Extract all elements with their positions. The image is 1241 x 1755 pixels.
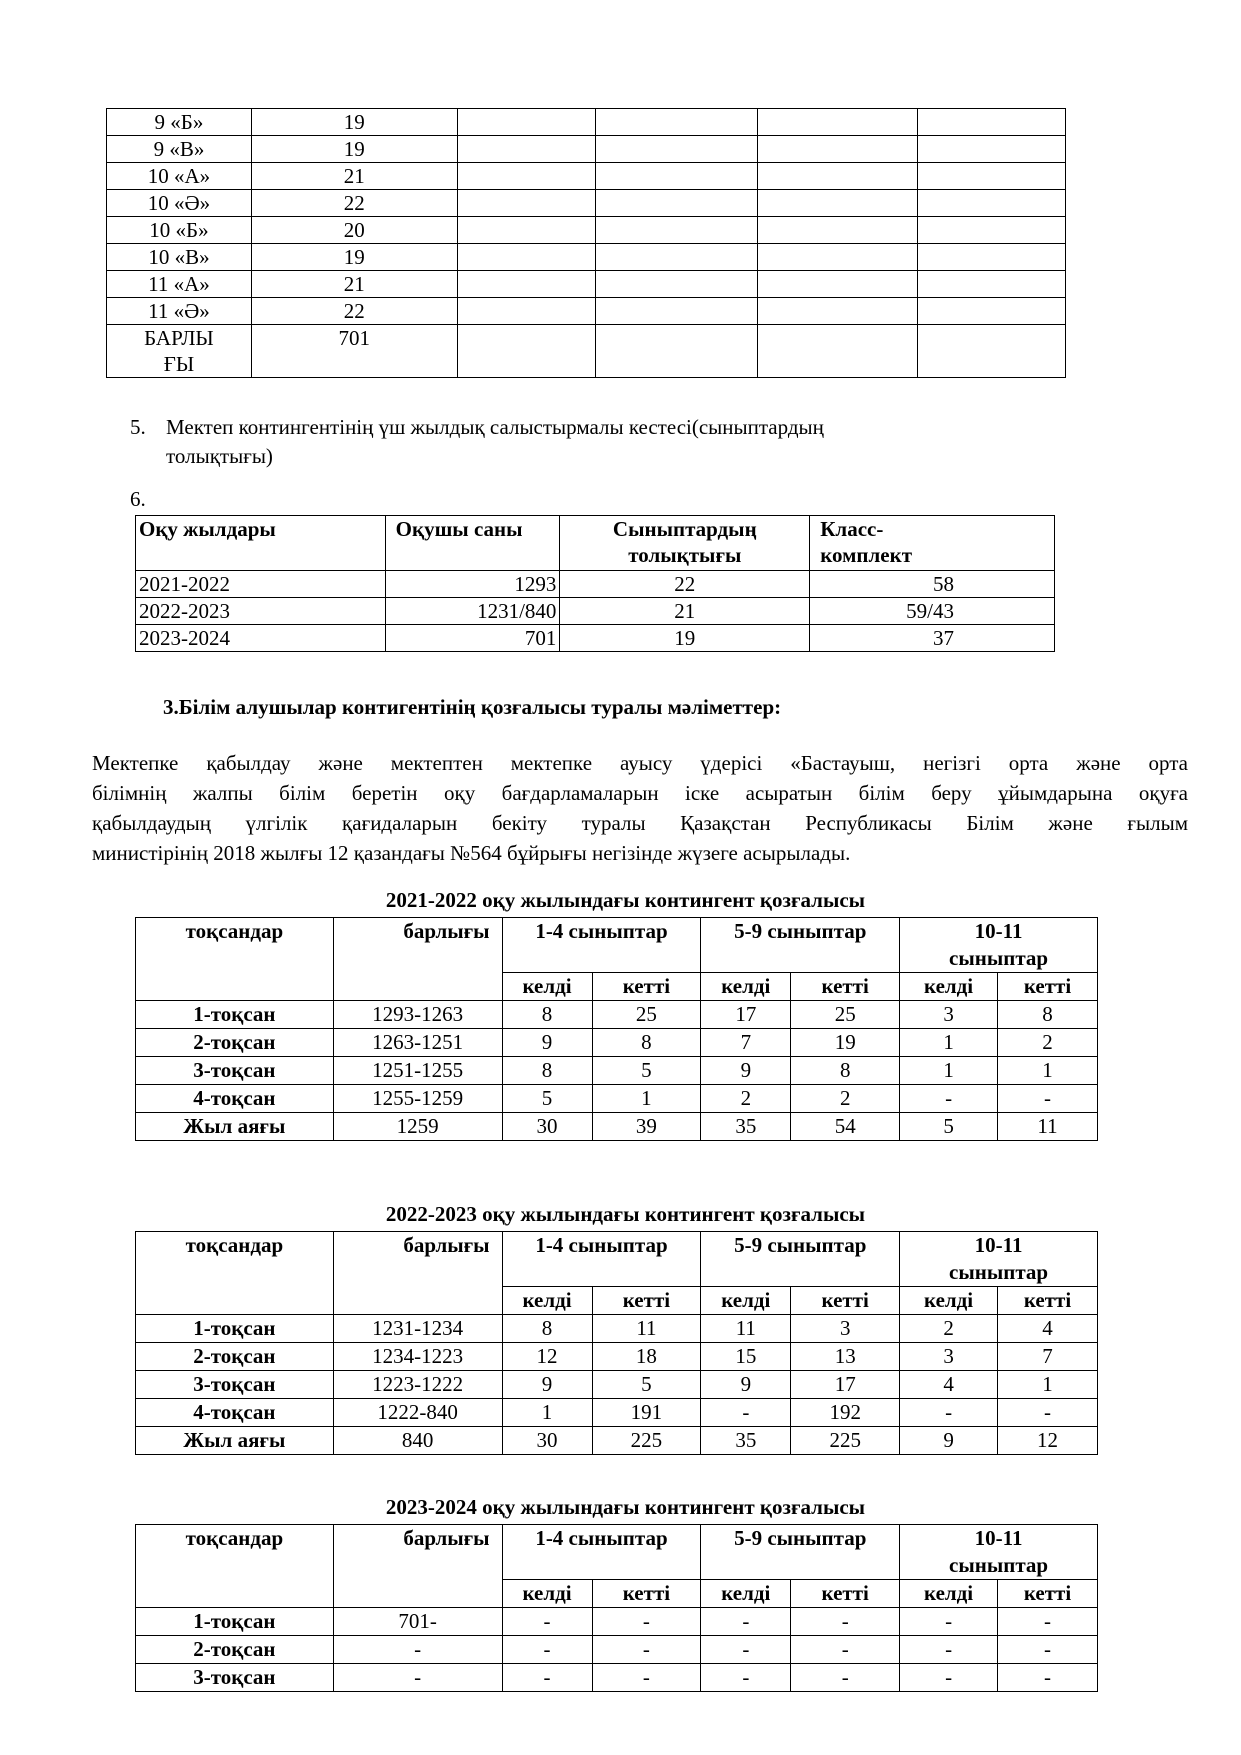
- quarter-label: 3-тоқсан: [136, 1057, 334, 1085]
- movement-row: [136, 1608, 1098, 1636]
- movement-row: [136, 1057, 1098, 1085]
- subheader-left: кетті: [791, 973, 900, 1001]
- movement-value: -: [701, 1664, 791, 1692]
- class-count: 19: [251, 109, 457, 136]
- item-6-number: 6.: [130, 487, 146, 511]
- class-row: [107, 244, 1066, 271]
- class-row: [107, 163, 1066, 190]
- comparison-table: [135, 515, 1055, 652]
- movement-value: -: [900, 1636, 998, 1664]
- movement-row: [136, 1664, 1098, 1692]
- paragraph-line: министірінің 2018 жылғы 12 қазандағы №564 бұйрығы негізінде жүзеге асырылады.: [92, 841, 851, 865]
- quarter-total: 840: [333, 1427, 502, 1455]
- movement-table-2023: [135, 1524, 1098, 1692]
- empty-cell: [595, 109, 758, 136]
- section-3-title: 3.Білім алушылар контигентінің қозғалысы туралы мәліметтер:: [163, 695, 782, 719]
- empty-cell: [595, 136, 758, 163]
- komplekt: 58: [810, 571, 1055, 598]
- movement-value: 17: [701, 1001, 791, 1029]
- movement-row: [136, 1001, 1098, 1029]
- empty-cell: [918, 244, 1066, 271]
- header-grades-10-11-b: сыныптар: [949, 1260, 1049, 1284]
- empty-cell: [918, 190, 1066, 217]
- movement-value: 19: [791, 1029, 900, 1057]
- class-name: 10 «Б»: [107, 217, 252, 244]
- header-grades-5-9: 5-9 сыныптар: [701, 1232, 900, 1287]
- class-row: [107, 298, 1066, 325]
- movement-value: 8: [592, 1029, 701, 1057]
- class-row: [107, 109, 1066, 136]
- year: 2023-2024: [136, 625, 386, 652]
- item-5-number: 5.: [130, 415, 146, 439]
- quarter-label: 1-тоқсан: [136, 1315, 334, 1343]
- empty-cell: [595, 298, 758, 325]
- movement-row: [136, 1029, 1098, 1057]
- movement-value: -: [701, 1608, 791, 1636]
- header-grades-5-9: 5-9 сыныптар: [701, 1525, 900, 1580]
- subheader-came: келді: [701, 973, 791, 1001]
- empty-cell: [758, 109, 918, 136]
- movement-value: 8: [502, 1057, 592, 1085]
- class-row: [107, 190, 1066, 217]
- quarter-total: 1234-1223: [333, 1343, 502, 1371]
- quarter-total: 1255-1259: [333, 1085, 502, 1113]
- quarter-label: 1-тоқсан: [136, 1001, 334, 1029]
- quarter-total: -: [333, 1636, 502, 1664]
- paragraph-line: білімнің жалпы білім беретін оқу бағдарламаларын іске асыратын білім беру ұйымдарына оқуға: [92, 781, 1188, 805]
- subheader-came: келді: [502, 1287, 592, 1315]
- movement-row: [136, 1371, 1098, 1399]
- empty-cell: [595, 163, 758, 190]
- empty-cell: [595, 271, 758, 298]
- empty-cell: [457, 190, 595, 217]
- class-count: 22: [251, 190, 457, 217]
- caption-2023: 2023-2024 оқу жылындағы контингент қозғалысы: [385, 1495, 866, 1519]
- movement-value: -: [701, 1636, 791, 1664]
- movement-value: 25: [791, 1001, 900, 1029]
- class-count: 19: [251, 136, 457, 163]
- empty-cell: [457, 163, 595, 190]
- empty-cell: [457, 136, 595, 163]
- movement-value: 2: [701, 1085, 791, 1113]
- header-quarters: тоқсандар: [136, 918, 334, 1001]
- movement-value: 191: [592, 1399, 701, 1427]
- movement-value: 5: [592, 1371, 701, 1399]
- class-count-table: [106, 108, 1066, 378]
- komplekt: 37: [810, 625, 1055, 652]
- paragraph-line: қабылдаудың үлгілік қағидаларын бекіту туралы Қазақстан Республикасы Білім және ғылым: [92, 811, 1188, 835]
- movement-table-2022: [135, 1231, 1098, 1455]
- movement-value: -: [502, 1664, 592, 1692]
- class-name: 10 «А»: [107, 163, 252, 190]
- quarter-label: 3-тоқсан: [136, 1664, 334, 1692]
- empty-cell: [758, 163, 918, 190]
- movement-value: 13: [791, 1343, 900, 1371]
- movement-value: -: [900, 1608, 998, 1636]
- movement-row: [136, 1343, 1098, 1371]
- movement-value: 3: [900, 1001, 998, 1029]
- movement-table-2021: [135, 917, 1098, 1141]
- movement-value: 12: [998, 1427, 1098, 1455]
- quarter-label: Жыл аяғы: [136, 1427, 334, 1455]
- movement-value: 8: [998, 1001, 1098, 1029]
- subheader-came: келді: [502, 1580, 592, 1608]
- students: 701: [385, 625, 560, 652]
- subheader-came: келді: [900, 1580, 998, 1608]
- header-row: [136, 1232, 1098, 1287]
- empty-cell: [918, 271, 1066, 298]
- subheader-came: келді: [502, 973, 592, 1001]
- movement-value: -: [592, 1608, 701, 1636]
- year: 2021-2022: [136, 571, 386, 598]
- movement-value: 35: [701, 1427, 791, 1455]
- quarter-label: Жыл аяғы: [136, 1113, 334, 1141]
- class-name: 11 «А»: [107, 271, 252, 298]
- movement-value: 8: [502, 1315, 592, 1343]
- quarter-total: 701-: [333, 1608, 502, 1636]
- class-total-row: [107, 325, 1066, 378]
- quarter-label: 3-тоқсан: [136, 1371, 334, 1399]
- item-5-line2: толықтығы): [166, 444, 273, 468]
- komplekt: 59/43: [810, 598, 1055, 625]
- movement-value: 18: [592, 1343, 701, 1371]
- header-quarters: тоқсандар: [136, 1232, 334, 1315]
- movement-value: 3: [791, 1315, 900, 1343]
- movement-value: -: [900, 1085, 998, 1113]
- movement-value: 4: [900, 1371, 998, 1399]
- subheader-came: келді: [900, 1287, 998, 1315]
- fullness: 19: [560, 625, 810, 652]
- empty-cell: [758, 298, 918, 325]
- header-total: барлығы: [333, 918, 502, 1001]
- comparison-row: [136, 625, 1055, 652]
- class-count: 21: [251, 163, 457, 190]
- quarter-total: 1293-1263: [333, 1001, 502, 1029]
- movement-row: [136, 1399, 1098, 1427]
- movement-value: 2: [998, 1029, 1098, 1057]
- students: 1231/840: [385, 598, 560, 625]
- class-name: 9 «В»: [107, 136, 252, 163]
- comparison-header-row: [136, 516, 1055, 571]
- movement-value: 1: [998, 1371, 1098, 1399]
- header-grades-10-11-a: 10-11: [974, 1526, 1023, 1550]
- movement-value: 1: [592, 1085, 701, 1113]
- comparison-row: [136, 598, 1055, 625]
- empty-cell: [918, 136, 1066, 163]
- header-row: [136, 1525, 1098, 1580]
- fullness: 22: [560, 571, 810, 598]
- subheader-came: келді: [701, 1287, 791, 1315]
- movement-row: [136, 1113, 1098, 1141]
- year: 2022-2023: [136, 598, 386, 625]
- header-grades-10-11: [900, 1232, 1098, 1287]
- movement-value: 35: [701, 1113, 791, 1141]
- header-grades-1-4: 1-4 сыныптар: [502, 1525, 701, 1580]
- col-header-komplekt: [810, 516, 1055, 571]
- movement-value: 225: [592, 1427, 701, 1455]
- subheader-left: кетті: [592, 1287, 701, 1315]
- fullness: 21: [560, 598, 810, 625]
- movement-value: 1: [502, 1399, 592, 1427]
- subheader-came: келді: [701, 1580, 791, 1608]
- movement-row: [136, 1315, 1098, 1343]
- header-grades-10-11: [900, 918, 1098, 973]
- movement-row: [136, 1636, 1098, 1664]
- empty-cell: [457, 217, 595, 244]
- quarter-label: 2-тоқсан: [136, 1636, 334, 1664]
- movement-value: 9: [502, 1029, 592, 1057]
- movement-value: -: [998, 1608, 1098, 1636]
- header-grades-10-11-a: 10-11: [974, 1233, 1023, 1257]
- quarter-total: 1259: [333, 1113, 502, 1141]
- item-5: [130, 413, 1030, 468]
- movement-value: 11: [592, 1315, 701, 1343]
- quarter-label: 4-тоқсан: [136, 1085, 334, 1113]
- movement-value: 7: [998, 1343, 1098, 1371]
- movement-value: 9: [900, 1427, 998, 1455]
- subheader-left: кетті: [592, 973, 701, 1001]
- movement-value: 11: [701, 1315, 791, 1343]
- movement-value: -: [502, 1608, 592, 1636]
- header-grades-10-11: [900, 1525, 1098, 1580]
- col-header-fullness-1: Сыныптардың: [612, 517, 757, 541]
- col-header-years: Оқу жылдары: [136, 516, 386, 571]
- subheader-left: кетті: [998, 1287, 1098, 1315]
- movement-value: 192: [791, 1399, 900, 1427]
- empty-cell: [918, 163, 1066, 190]
- empty-cell: [457, 244, 595, 271]
- empty-cell: [595, 217, 758, 244]
- movement-value: 54: [791, 1113, 900, 1141]
- empty-cell: [758, 217, 918, 244]
- item-5-text: [166, 413, 824, 471]
- empty-cell: [758, 244, 918, 271]
- movement-value: -: [998, 1664, 1098, 1692]
- movement-value: 8: [502, 1001, 592, 1029]
- subheader-left: кетті: [791, 1580, 900, 1608]
- class-row: [107, 271, 1066, 298]
- empty-cell: [918, 217, 1066, 244]
- quarter-label: 4-тоқсан: [136, 1399, 334, 1427]
- quarter-label: 2-тоқсан: [136, 1029, 334, 1057]
- paragraph-line: Мектепке қабылдау және мектептен мектепке ауысу үдерісі «Бастауыш, негізгі орта және орта: [92, 751, 1188, 775]
- movement-value: -: [998, 1636, 1098, 1664]
- movement-value: 1: [900, 1057, 998, 1085]
- empty-cell: [758, 190, 918, 217]
- subheader-came: келді: [900, 973, 998, 1001]
- empty-cell: [457, 271, 595, 298]
- movement-value: 1: [900, 1029, 998, 1057]
- class-name: 10 «В»: [107, 244, 252, 271]
- class-name: 11 «Ә»: [107, 298, 252, 325]
- quarter-total: 1223-1222: [333, 1371, 502, 1399]
- movement-value: 25: [592, 1001, 701, 1029]
- movement-value: 9: [502, 1371, 592, 1399]
- empty-cell: [758, 136, 918, 163]
- class-row: [107, 136, 1066, 163]
- movement-value: 4: [998, 1315, 1098, 1343]
- class-row: [107, 217, 1066, 244]
- empty-cell: [758, 271, 918, 298]
- movement-value: -: [701, 1399, 791, 1427]
- movement-value: 11: [998, 1113, 1098, 1141]
- movement-value: -: [502, 1636, 592, 1664]
- movement-row: [136, 1085, 1098, 1113]
- header-grades-10-11-a: 10-11: [974, 919, 1023, 943]
- subheader-left: кетті: [998, 973, 1098, 1001]
- movement-value: 2: [900, 1315, 998, 1343]
- movement-value: 8: [791, 1057, 900, 1085]
- movement-value: 5: [502, 1085, 592, 1113]
- empty-cell: [457, 298, 595, 325]
- movement-value: -: [998, 1399, 1098, 1427]
- movement-value: 17: [791, 1371, 900, 1399]
- header-total: барлығы: [333, 1232, 502, 1315]
- movement-value: 5: [592, 1057, 701, 1085]
- quarter-label: 2-тоқсан: [136, 1343, 334, 1371]
- comparison-row: [136, 571, 1055, 598]
- movement-value: 30: [502, 1427, 592, 1455]
- header-grades-10-11-b: сыныптар: [949, 1553, 1049, 1577]
- section-3-paragraph: [92, 748, 1188, 868]
- movement-row: [136, 1427, 1098, 1455]
- class-count: 20: [251, 217, 457, 244]
- empty-cell: [595, 244, 758, 271]
- quarter-total: -: [333, 1664, 502, 1692]
- movement-value: 30: [502, 1113, 592, 1141]
- movement-value: -: [592, 1664, 701, 1692]
- class-count: 22: [251, 298, 457, 325]
- movement-value: -: [900, 1399, 998, 1427]
- col-header-students: Оқушы саны: [385, 516, 560, 571]
- item-5-line1: Мектеп контингентінің үш жылдық салыстырмалы кестесі(сыныптардың: [166, 415, 824, 439]
- empty-cell: [457, 109, 595, 136]
- subheader-left: кетті: [592, 1580, 701, 1608]
- students: 1293: [385, 571, 560, 598]
- movement-value: 9: [701, 1057, 791, 1085]
- col-header-komplekt-2: комплект: [820, 543, 913, 567]
- quarter-total: 1251-1255: [333, 1057, 502, 1085]
- movement-value: -: [791, 1608, 900, 1636]
- class-count: 21: [251, 271, 457, 298]
- col-header-fullness-2: толықтығы: [628, 543, 742, 567]
- header-grades-1-4: 1-4 сыныптар: [502, 918, 701, 973]
- header-grades-10-11-b: сыныптар: [949, 946, 1049, 970]
- movement-value: -: [592, 1636, 701, 1664]
- col-header-fullness: [560, 516, 810, 571]
- header-row: [136, 918, 1098, 973]
- movement-value: 12: [502, 1343, 592, 1371]
- empty-cell: [595, 190, 758, 217]
- movement-value: 5: [900, 1113, 998, 1141]
- total-label: БАРЛЫ: [144, 326, 214, 350]
- movement-value: -: [791, 1664, 900, 1692]
- quarter-total: 1263-1251: [333, 1029, 502, 1057]
- movement-value: -: [791, 1636, 900, 1664]
- movement-value: 9: [701, 1371, 791, 1399]
- movement-value: 7: [701, 1029, 791, 1057]
- header-total: барлығы: [333, 1525, 502, 1608]
- movement-value: 225: [791, 1427, 900, 1455]
- movement-value: 3: [900, 1343, 998, 1371]
- quarter-label: 1-тоқсан: [136, 1608, 334, 1636]
- quarter-total: 1231-1234: [333, 1315, 502, 1343]
- movement-value: 1: [998, 1057, 1098, 1085]
- movement-value: -: [998, 1085, 1098, 1113]
- class-count: 19: [251, 244, 457, 271]
- empty-cell: [918, 298, 1066, 325]
- header-quarters: тоқсандар: [136, 1525, 334, 1608]
- class-name: 9 «Б»: [107, 109, 252, 136]
- subheader-left: кетті: [998, 1580, 1098, 1608]
- header-grades-1-4: 1-4 сыныптар: [502, 1232, 701, 1287]
- caption-2021: 2021-2022 оқу жылындағы контингент қозғалысы: [385, 888, 866, 912]
- col-header-komplekt-1: Класс-: [820, 517, 884, 541]
- quarter-total: 1222-840: [333, 1399, 502, 1427]
- class-name: 10 «Ә»: [107, 190, 252, 217]
- subheader-left: кетті: [791, 1287, 900, 1315]
- header-grades-5-9: 5-9 сыныптар: [701, 918, 900, 973]
- caption-2022: 2022-2023 оқу жылындағы контингент қозғалысы: [385, 1202, 866, 1226]
- movement-value: 2: [791, 1085, 900, 1113]
- movement-value: 15: [701, 1343, 791, 1371]
- total-value: 701: [251, 325, 457, 378]
- movement-value: -: [900, 1664, 998, 1692]
- total-label-cont: ҒЫ: [163, 352, 195, 376]
- movement-value: 39: [592, 1113, 701, 1141]
- empty-cell: [918, 109, 1066, 136]
